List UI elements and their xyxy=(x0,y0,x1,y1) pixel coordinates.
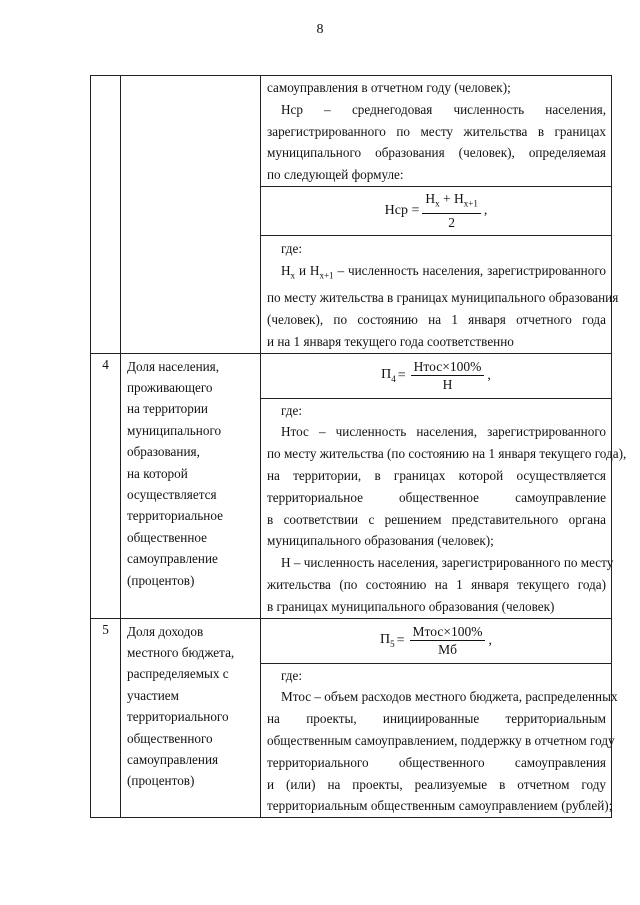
indicator-line: территориальное xyxy=(127,508,223,524)
formula-denominator: Н xyxy=(442,376,453,392)
row-number-cell: 5 xyxy=(91,618,121,818)
method-cell xyxy=(261,618,618,818)
indicator-cell xyxy=(121,618,261,818)
text-line: на проекты, инициированные территориальным xyxy=(267,711,606,727)
indicator-line: (процентов) xyxy=(127,773,195,789)
text-line: муниципального образования (человек); xyxy=(267,533,494,549)
table-row xyxy=(91,618,612,818)
text-line: (человек), по состоянию на 1 января отчетного года xyxy=(267,312,606,328)
indicator-line: осуществляется xyxy=(127,487,217,503)
where-label: где: xyxy=(281,402,302,418)
text-line: жительства (по состоянию на 1 января текущего года) xyxy=(267,576,606,592)
formula-eq: = xyxy=(397,367,406,383)
text-line: территориальным общественным самоуправлением (рублей); xyxy=(267,798,613,814)
table-row xyxy=(91,353,612,618)
text-line: Нтос – численность населения, зарегистрированного xyxy=(281,424,606,440)
indicator-cell xyxy=(121,353,261,618)
indicator-line: местного бюджета, xyxy=(127,644,235,660)
text-line: муниципального образования (человек), определяемая xyxy=(267,145,606,161)
formula-lhs: $П_5$ xyxy=(380,632,395,649)
formula-denominator: Мб xyxy=(438,641,457,657)
text-line: по месту жительства (по состоянию на 1 января текущего года), xyxy=(267,446,627,462)
indicator-line: муниципального xyxy=(127,422,222,438)
text-line: по месту жительства в границах муниципального образования xyxy=(267,290,619,306)
table-row xyxy=(91,76,612,354)
formula-numerator: Нтос×100% xyxy=(411,359,485,376)
text-line: территориального общественного самоуправления xyxy=(267,754,606,770)
formula-lhs: Нср = xyxy=(384,202,420,218)
text-line: и (или) на проекты, реализуемые в отчетном году xyxy=(267,776,606,792)
formula-lhs: $П_4$ xyxy=(381,367,396,384)
indicator-cell xyxy=(121,76,261,354)
indicator-line: (процентов) xyxy=(127,572,195,588)
method-cell xyxy=(261,76,619,354)
page-number: 8 xyxy=(316,22,324,37)
indicator-line: на территории xyxy=(127,401,208,417)
where-label: где: xyxy=(281,240,302,256)
indicator-line: самоуправления xyxy=(127,752,219,768)
text-line: Мтос – объем расходов местного бюджета, распределенных xyxy=(281,689,618,705)
formula-numerator: Мтос×100% xyxy=(410,624,486,641)
formula-eq: = xyxy=(396,632,405,648)
where-label: где: xyxy=(281,667,302,683)
indicator-line: общественного xyxy=(127,730,213,746)
text-line: по следующей формуле: xyxy=(267,167,404,183)
text-line: и на 1 января текущего года соответственно xyxy=(267,333,514,349)
formula-tail: , xyxy=(488,632,492,648)
indicator-line: самоуправление xyxy=(127,551,218,567)
text-line: Нср – среднегодовая численность населения, xyxy=(281,101,606,117)
indicator-line: Доля населения, xyxy=(127,358,220,374)
indicator-line: участием xyxy=(127,687,179,703)
text-line: зарегистрированного по месту жительства в границах xyxy=(267,123,606,139)
formula-p4 xyxy=(261,354,611,399)
method-cell xyxy=(261,353,627,618)
row-number-cell xyxy=(91,76,121,354)
indicator-line: территориального xyxy=(127,709,229,725)
formula-p5 xyxy=(261,619,611,664)
indicator-line: распределяемых с xyxy=(127,666,229,682)
formula-tail: , xyxy=(483,202,488,218)
indicator-line: общественное xyxy=(127,529,207,545)
indicator-line: образования, xyxy=(127,444,200,460)
text-line: в границах муниципального образования (человек) xyxy=(267,598,555,614)
text-line: Н – численность населения, зарегистрированного по месту xyxy=(281,555,614,571)
indicators-table xyxy=(90,75,627,818)
text-line: на территории, в границах которой осуществляется xyxy=(267,468,606,483)
text-line: самоуправления в отчетном году (человек); xyxy=(267,80,511,95)
text-line: $Н_x$ и $Н_{x+1}$ – численность населения, зарегистрированного xyxy=(281,262,606,281)
indicator-line: проживающего xyxy=(127,380,213,396)
formula-tail: , xyxy=(487,367,491,383)
formula-nsr: Нср = $\frac{Н_x + Н_{x+1}}{2}$ , xyxy=(261,186,611,236)
indicator-line: на которой xyxy=(127,465,188,481)
text-line: в соответствии с решением представительного органа xyxy=(267,511,606,527)
row-number-cell: 4 xyxy=(91,353,121,618)
formula-denominator: 2 xyxy=(448,214,455,230)
indicator-line: Доля доходов xyxy=(127,623,204,639)
text-line: территориальное общественное самоуправление xyxy=(267,489,606,505)
text-line: общественным самоуправлением, поддержку в отчетном году xyxy=(267,732,615,748)
